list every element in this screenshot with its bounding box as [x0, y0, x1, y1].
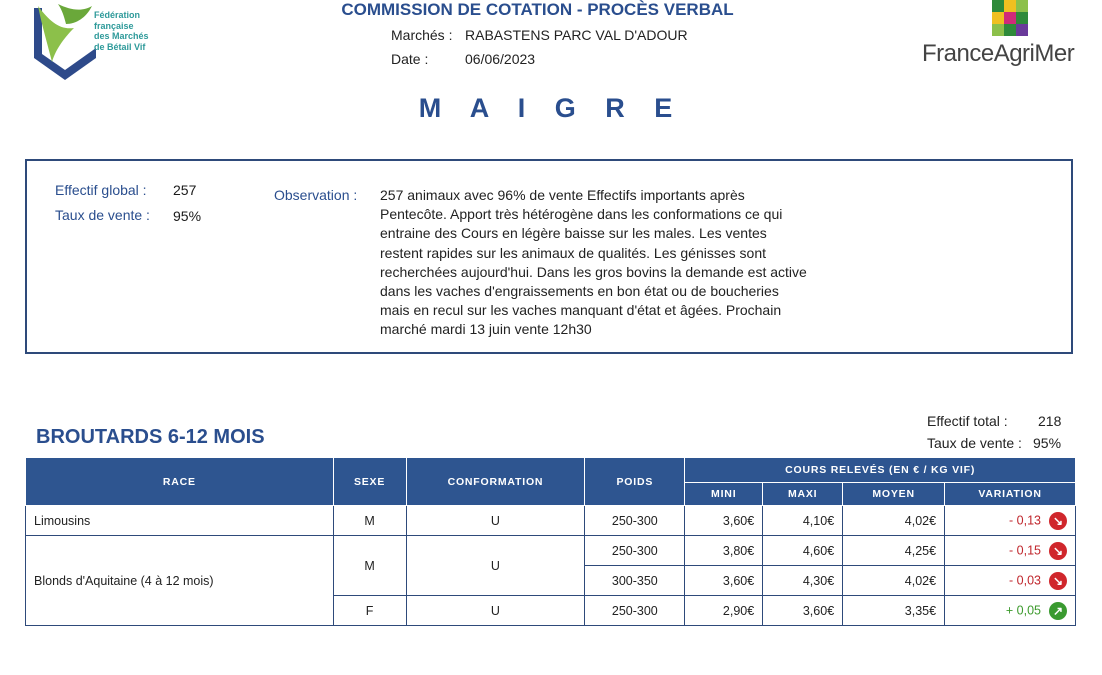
effectif-global-label: Effectif global :	[55, 182, 147, 198]
cell-mini: 3,60€	[685, 566, 763, 596]
trend-up-icon: ↗	[1049, 602, 1067, 620]
cell-mini: 3,60€	[685, 506, 763, 536]
cell-sexe: F	[333, 596, 406, 626]
cell-maxi: 4,30€	[763, 566, 843, 596]
cell-conformation: U	[406, 536, 585, 596]
cell-moyen: 3,35€	[843, 596, 945, 626]
col-header-conformation: CONFORMATION	[406, 458, 585, 506]
observation-line: restent rapides sur les animaux de qualités. Les génisses sont	[380, 244, 766, 261]
ffmbv-logo-text: Fédération française des Marchés de Bétail Vif	[94, 10, 149, 52]
observation-line: marché mardi 13 juin vente 12h30	[380, 321, 592, 338]
taux-vente-value: 95%	[173, 208, 202, 224]
cell-conformation: U	[406, 506, 585, 536]
col-header-poids: POIDS	[585, 458, 685, 506]
observation-label: Observation :	[274, 187, 358, 203]
cell-poids: 250-300	[585, 536, 685, 566]
date-label: Date :	[391, 51, 429, 67]
cell-variation	[945, 596, 1076, 626]
trend-down-icon: ↘	[1049, 542, 1067, 560]
observation-line: entraine des Cours en légère baisse sur les males. Les ventes	[380, 225, 767, 242]
cell-mini: 2,90€	[685, 596, 763, 626]
effectif-global-value: 257	[173, 182, 197, 198]
variation-value: - 0,03	[1009, 572, 1041, 587]
trend-down-icon: ↘	[1049, 512, 1067, 530]
effectif-total-label: Effectif total :	[927, 413, 1008, 429]
cell-moyen: 4,25€	[843, 536, 945, 566]
cell-variation	[945, 536, 1076, 566]
category-heading: M A I G R E	[418, 93, 684, 123]
date-value: 06/06/2023	[465, 51, 536, 67]
cell-poids: 250-300	[585, 506, 685, 536]
table-row	[26, 506, 1076, 536]
col-header-sexe: SEXE	[333, 458, 406, 506]
observation-line: 257 animaux avec 96% de vente Effectifs importants après	[380, 187, 745, 203]
table-row	[26, 536, 1076, 566]
cell-variation	[945, 506, 1076, 536]
trend-down-icon: ↘	[1049, 572, 1067, 590]
franceagrimer-logo-mark	[992, 0, 1028, 36]
cell-moyen: 4,02€	[843, 506, 945, 536]
col-header-cours-group: COURS RELEVÉS (EN € / KG VIF)	[685, 458, 1076, 483]
cell-sexe: M	[333, 506, 406, 536]
cell-maxi: 3,60€	[763, 596, 843, 626]
cell-poids: 300-350	[585, 566, 685, 596]
cell-conformation: U	[406, 596, 585, 626]
observation-line: Pentecôte. Apport très hétérogène dans les conformations ce qui	[380, 206, 783, 223]
franceagrimer-logo-text: FranceAgriMer	[922, 40, 1075, 67]
cell-maxi: 4,60€	[763, 536, 843, 566]
col-header-variation: VARIATION	[945, 483, 1076, 506]
document-title: COMMISSION DE COTATION - PROCÈS VERBAL	[341, 0, 734, 19]
section-taux-vente-label: Taux de vente :	[927, 435, 1022, 451]
marches-value: RABASTENS PARC VAL D'ADOUR	[465, 27, 688, 43]
col-header-race: RACE	[26, 458, 334, 506]
cell-maxi: 4,10€	[763, 506, 843, 536]
cell-race: Limousins	[26, 506, 334, 536]
variation-value: - 0,15	[1009, 542, 1041, 557]
observation-line: mais en recul sur les vaches manquant d'état et âgées. Prochain	[380, 302, 782, 319]
effectif-total-value: 218	[1038, 413, 1062, 429]
cell-poids: 250-300	[585, 596, 685, 626]
cell-race: Blonds d'Aquitaine (4 à 12 mois)	[26, 536, 334, 626]
section-taux-vente-value: 95%	[1033, 435, 1062, 451]
franceagrimer-logo	[920, 0, 1080, 70]
observation-line: recherchées aujourd'hui. Dans les gros bovins la demande est active	[380, 263, 807, 280]
cell-moyen: 4,02€	[843, 566, 945, 596]
cotation-table	[25, 457, 1076, 626]
cell-variation	[945, 566, 1076, 596]
variation-value: - 0,13	[1009, 512, 1041, 527]
cell-sexe: M	[333, 536, 406, 596]
col-header-maxi: MAXI	[763, 483, 843, 506]
variation-value: + 0,05	[1005, 602, 1041, 617]
observation-text	[380, 186, 850, 340]
marches-label: Marchés :	[391, 27, 453, 43]
taux-vente-label: Taux de vente :	[55, 207, 150, 223]
col-header-moyen: MOYEN	[843, 483, 945, 506]
observation-line: dans les vaches d'engraissements en bon état ou de boucheries	[380, 283, 779, 300]
col-header-mini: MINI	[685, 483, 763, 506]
section-title: BROUTARDS 6-12 MOIS	[36, 426, 265, 448]
cell-mini: 3,80€	[685, 536, 763, 566]
